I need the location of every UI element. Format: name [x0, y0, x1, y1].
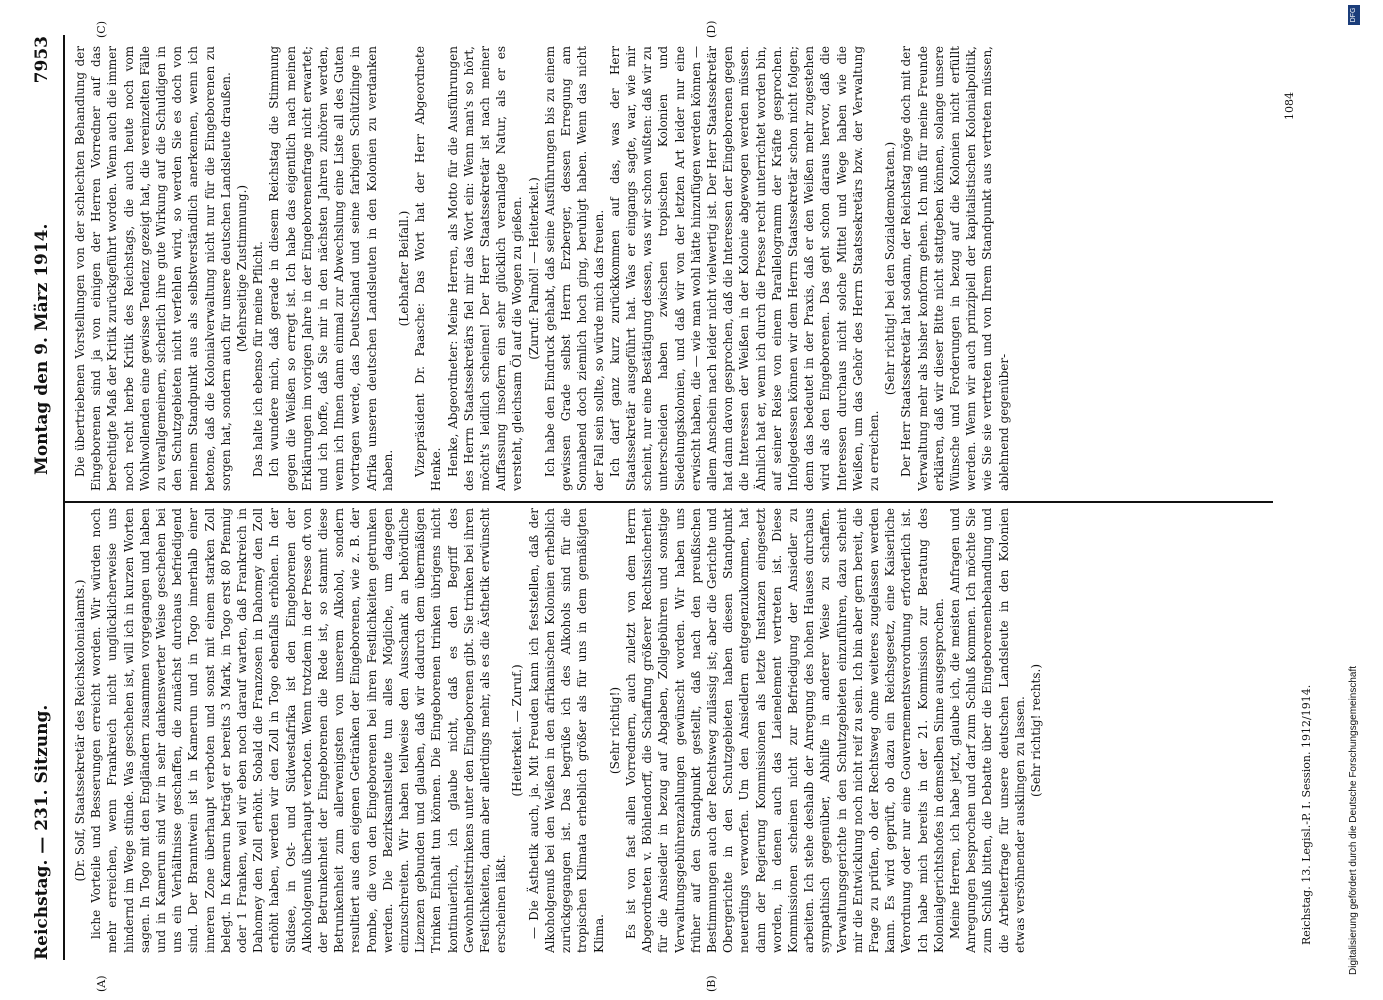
interjection: (Mehrseitige Zustimmung.)	[235, 184, 250, 353]
header-rule	[63, 35, 65, 960]
right-column	[72, 46, 1262, 491]
paragraph: Der Herr Staatssekretär hat sodann, der Reichstag möge doch mit der Verwaltung mehr als bisher konform gehen. Ich muß für meine Freunde erklären, daß wir dieser Bitte nicht stattgeben können, solange unsere Wünsche und Forderungen in bezug auf die Kolonien nicht erfüllt werden. Wenn wir auch prinzipiell der kapitalistischen Kolonialpolitik, wie Sie sie vertreten und von Ihrem Standpunkt aus vertreten müssen, ablehnend gegenüber-	[899, 46, 1011, 491]
interjection: (Sehr richtig! bei den Sozialdemokraten.)	[883, 141, 898, 396]
paragraph: Das halte ich ebenso für meine Pflicht.	[251, 241, 266, 477]
paragraph: liche Vorteile und Besserungen erreicht worden. Wir würden noch mehr erreichen, wenn Frankreich nicht unglücklicherweise uns hindernd im Wege stünde. Was geschehen ist, will ich in kurzen Worten sagen. In Togo mit den Engländern zusammen vorgegangen und haben und in Kamerun sind wir in sehr dankenswerter Weise geschehen bei uns ein Verhältnisse geschaffen, die zunächst durchaus befriedigend sind. Der Branntwein ist in Kamerun und in Togo innerhalb einer inneren Zone überhaupt verboten und sonst mit einem starken Zoll belegt. In Kamerun beträgt er bereits 3 Mark, in Togo erst 80 Pfennig oder 1 Franken, weil wir eben noch darauf warten, daß Frankreich in Dahomey den Zoll erhöht. Sobald die Franzosen in Dahomey den Zoll erhöht haben, werden wir den Zoll in Togo ebenfalls erhöhen. In der Südsee, in Ost- und Südwestafrika ist den Eingeborenen der Alkoholgenuß überhaupt verboten. Wenn trotzdem in der Presse oft von der Betrunkenheit der Eingeborenen die Rede ist, so stammt diese Betrunkenheit zum allerwenigsten von unserem Alkohol, sondern resultiert aus den eigenen Getränken der Eingeborenen, wie z. B. der Pombe, die von den Eingeborenen bei ihren Festlichkeiten getrunken werden. Die Bezirksamtsleute tun alles Mögliche, um dagegen einzuschreiten. Wir haben teilweise den Ausschank an behördliche Lizenzen gebunden und glauben, daß wir dadurch dem übermäßigen Trinken Einhalt tun können. Die Eingeborenen trinken übrigens nicht kontinuierlich, ich glaube nicht, daß es den Begriff des Gewohnheitstrinkens unter den Eingeborenen gibt. Sie trinken bei ihren Festlichkeiten, dann aber allerdings mehr, als es die Ästhetik erwünscht erscheinen läßt.	[89, 508, 509, 953]
paragraph: Henke, Abgeordneter: Meine Herren, als Motto für die Ausführungen des Herrn Staatssekretärs fiel mir das Wort ein: Wenn man's so hört, möcht's leidlich scheinen! Der Herr Staatssekretär ist nach meiner Auffassung insofern ein sehr glücklich veranlagte Natur, als er es versteht, gleichsam Öl auf die Wogen zu gießen.	[445, 46, 525, 491]
dfg-logo: DFG	[1348, 5, 1360, 25]
footer-right: 1084	[1283, 92, 1296, 120]
page-header	[28, 0, 68, 1000]
page-number: 7953	[32, 36, 52, 84]
column-divider	[63, 501, 1273, 503]
margin-letter-a: (A)	[95, 975, 108, 992]
footer-left: Reichstag. 13. Legisl.-P. I. Session. 1912/1914.	[1300, 684, 1313, 945]
interjection: (Sehr richtig!)	[607, 686, 622, 775]
header-date: Montag den 9. März 1914.	[32, 223, 52, 475]
paragraph: Die übertriebenen Vorstellungen von der schlechten Behandlung der Eingeborenen sind ja von einigen der Herren Vorredner auf das berechtigte Maß der Kritik zurückgeführt worden. Wenn auch die immer noch recht herbe Kritik des Reichstags, die auch heute noch vom Wohlwollenden eine gewisse Tendenz gezeigt hat, die vereinzelten Fälle zu verallgemeinern, sicherlich ihre gute Wirkung auf die Schuldigen in den Schutzgebieten nicht verfehlen wird, so werden Sie es doch von meinem Standpunkt aus als selbstverständlich anerkennen, wenn ich betone, daß die Kolonialverwaltung nicht nur für die Eingeborenen zu sorgen hat, sondern auch für unsere deutschen Landsleute draußen.	[73, 46, 233, 491]
interjection: (Lebhafter Beifall.)	[397, 210, 412, 327]
paragraph: — Die Ästhetik auch, ja. Mit Freuden kann ich feststellen, daß der Alkoholgenuß bei den Weißen in den afrikanischen Kolonien erheblich zurückgegangen ist. Das begrüße ich des Alkohols sind für die tropischen Klimata erheblich größer als für uns in dem gemäßigten Klima.	[526, 508, 606, 953]
speaker-note: (Dr. Solf, Staatssekretär des Reichskolonialamts.)	[73, 579, 87, 882]
paragraph: Vizepräsident Dr. Paasche: Das Wort hat der Herr Abgeordnete Henke.	[413, 46, 444, 491]
header-left: Reichstag. — 231. Sitzung.	[32, 704, 52, 960]
margin-letter-d: (D)	[705, 20, 718, 38]
margin-letter-b: (B)	[705, 975, 718, 992]
interjection: (Heiterkeit. — Zuruf.)	[510, 664, 525, 797]
paragraph: Es ist von fast allen Vorrednern, auch zuletzt von dem Herrn Abgeordneten v. Böhlendorff, die Schaffung größerer Rechtssicherheit für die Ansiedler in bezug auf Abgaben, Zollgebühren und sonstige Verwaltungsgebührenzahlungen gewünscht worden. Wir haben uns früher auf den Standpunkt gestellt, daß nach den preußischen Bestimmungen auch der Rechtsweg zulässig ist; aber die Gerichte und Obergerichte in den Schutzgebieten haben diesen Standpunkt neuerdings verworfen. Um den Ansiedlern entgegenzukommen, hat dann der Regierung Kommissionen als letzte Instanzen eingesetzt worden, in denen auch das Laienelement vertreten ist. Diese Kommissionen scheinen nicht zur Befriedigung der Ansiedler zu arbeiten. Ich stehe deshalb der Anregung des hohen Hauses durchaus sympathisch gegenüber, Abhilfe in anderer Weise zu schaffen. Verwaltungsgerichte in den Schutzgebieten einzuführen, dazu scheint mir die Entwicklung noch nicht reif zu sein. Ich bin aber gern bereit, die Frage zu prüfen, ob der Rechtsweg ohne weiteres zugelassen werden kann. Es wird geprüft, ob dazu ein Reichsgesetz, eine Kaiserliche Verordnung oder nur eine Gouvernementsverordnung erforderlich ist. Ich habe mich bereits in der 21. Kommission zur Beratung des Kolonialgerichtshofes in demselben Sinne ausgesprochen.	[623, 508, 946, 953]
paragraph: Ich wundere mich, daß gerade in diesem Reichstag die Stimmung gegen die Weißen so erregt ist. Ich habe das eigentlich nach meinen Erklärungen im vorigen Jahre in der Eingeborenenfrage nicht erwartet; und ich hoffe, daß Sie mir in den nächsten Jahren zuhören werden, wenn ich Ihnen dann einmal zur Abwechslung eine Liste all des Guten vortragen werde, das Deutschland und seine farbigen Schützlinge in Afrika unseren deutschen Landsleuten in den Kolonien zu verdanken haben.	[267, 46, 395, 491]
interjection: (Sehr richtig! rechts.)	[1028, 663, 1043, 798]
paragraph: Meine Herren, ich habe jetzt, glaube ich, die meisten Anfragen und Anregungen besprochen und darf zum Schluß kommen. Ich möchte Sie zum Schluß bitten, die Debatte über die Eingeborenenbehandlung und die Arbeiterfrage für unsere deutschen Landsleute in den Kolonien etwas versöhnender ausklingen zu lassen.	[947, 508, 1027, 953]
left-column	[72, 508, 1302, 953]
margin-letter-c: (C)	[95, 21, 108, 38]
paragraph: Ich darf ganz kurz zurückkommen auf das, was der Herr Staatssekretär ausgeführt hat. Was er eingangs sagte, war, wie mir scheint, nur eine Bestätigung dessen, was wir schon wußten: daß wir zu unterscheiden haben zwischen tropischen Kolonien und Siedelungskolonien, und daß wir von der letzten Art leider nur eine erwischt haben, die — wie man wohl hätte hinzufügen werden können — allem Anschein nach leider nicht vielwertig ist. Der Herr Staatssekretär hat dann davon gesprochen, daß die Interessen der Eingeborenen gegen die Interessen der Weißen in der Kolonie abgewogen werden müssen. Ähnlich hat er, wenn ich durch die Presse recht unterrichtet worden bin, auf seiner Reise von einem Parallelogramm der Kräfte gesprochen. Infolgedessen können wir dem Herrn Staatssekretär schon nicht folgen; denn das bedeutet in der Praxis, daß er den Weißen mehr zugestehen wird als den Eingeborenen. Das geht schon daraus hervor, daß die Interessen durchaus nicht solche Mittel und Wege haben wie die Weißen, um das Gehör des Herrn Staatssekretärs bzw. der Verwaltung zu erreichen.	[607, 46, 881, 491]
paragraph: Ich habe den Eindruck gehabt, daß seine Ausführungen bis zu einem gewissen Grade selbst Herrn Erzberger, dessen Erregung am Sonnabend doch ziemlich hoch ging, beruhigt haben. Wenn das nicht der Fall sein sollte, so würde mich das freuen.	[542, 46, 606, 491]
interjection: (Zuruf: Palmöl! — Heiterkeit.)	[526, 177, 541, 360]
digitization-note: Digitalisierung gefördert durch die Deutsche Forschungsgemeinschaft	[1348, 665, 1359, 975]
